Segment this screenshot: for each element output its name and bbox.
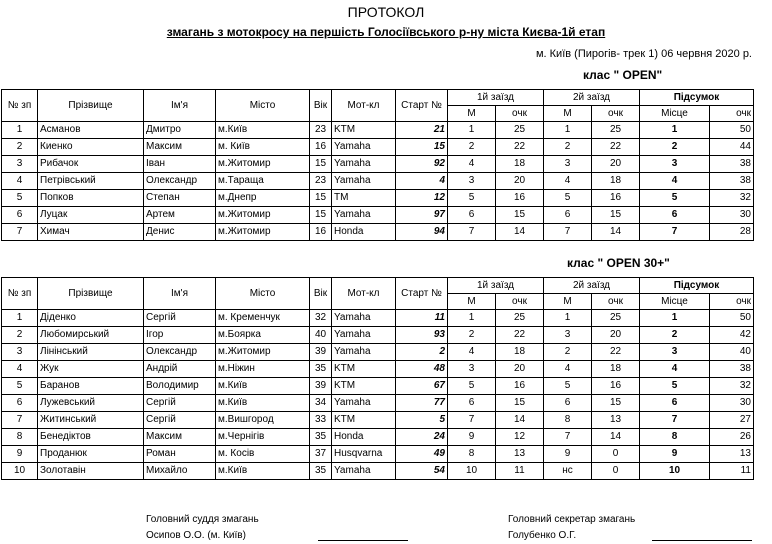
cell-race1-m: 9 [448,429,496,446]
col-header-moto: Мот-кл [332,90,396,122]
col-header-race1: 1й заїзд [448,90,544,106]
cell-total-place: 3 [640,156,710,173]
cell-start: 48 [396,361,448,378]
cell-age: 35 [310,429,332,446]
cell-race1-m: 4 [448,156,496,173]
cell-total-place: 8 [640,429,710,446]
cell-race1-m: 6 [448,207,496,224]
cell-num: 1 [2,310,38,327]
cell-start: 67 [396,378,448,395]
cell-race2-points: 15 [592,395,640,412]
table-row [2,173,754,190]
cell-total-points: 38 [710,361,754,378]
cell-surname: Золотавін [38,463,144,480]
cell-race1-points: 15 [496,207,544,224]
cell-total-points: 44 [710,139,754,156]
cell-num: 3 [2,344,38,361]
cell-num: 5 [2,190,38,207]
table-row [2,122,754,139]
cell-total-points: 40 [710,344,754,361]
col-header-name: Ім'я [144,278,216,310]
cell-name: Іван [144,156,216,173]
cell-age: 23 [310,122,332,139]
cell-race2-m: 7 [544,429,592,446]
secretary-name: Голубенко О.Г. [508,530,577,541]
col-header-total-points: очк [710,294,754,310]
cell-name: Ігор [144,327,216,344]
cell-race2-m: 8 [544,412,592,429]
col-header-num: № зп [2,90,38,122]
cell-num: 4 [2,361,38,378]
header-row [2,90,754,106]
table-row [2,207,754,224]
cell-total-points: 13 [710,446,754,463]
cell-race2-m: нс [544,463,592,480]
col-header-num: № зп [2,278,38,310]
table-row [2,190,754,207]
cell-race2-m: 9 [544,446,592,463]
cell-race2-points: 25 [592,310,640,327]
col-header-race2: 2й заїзд [544,278,640,294]
cell-num: 6 [2,207,38,224]
cell-city: м.Київ [216,378,310,395]
col-header-city: Місто [216,90,310,122]
col-header-total-place: Місце [640,294,710,310]
cell-name: Михайло [144,463,216,480]
cell-surname: Петрівський [38,173,144,190]
cell-race2-m: 6 [544,207,592,224]
cell-race2-m: 1 [544,122,592,139]
cell-name: Денис [144,224,216,241]
cell-moto: Yamaha [332,344,396,361]
col-header-total-points: очк [710,106,754,122]
col-header-age: Вік [310,278,332,310]
cell-name: Сергій [144,412,216,429]
cell-age: 15 [310,190,332,207]
cell-start: 12 [396,190,448,207]
cell-num: 2 [2,139,38,156]
cell-surname: Киенко [38,139,144,156]
results-table-open [1,89,754,241]
col-header-race2-points: очк [592,294,640,310]
secretary-signature-line [652,540,752,541]
cell-age: 15 [310,207,332,224]
cell-race2-m: 1 [544,310,592,327]
cell-age: 16 [310,224,332,241]
cell-race1-points: 20 [496,361,544,378]
cell-moto: KTM [332,361,396,378]
cell-start: 97 [396,207,448,224]
cell-name: Степан [144,190,216,207]
cell-name: Володимир [144,378,216,395]
secretary-label: Головний секретар змагань [508,514,636,525]
col-header-name: Ім'я [144,90,216,122]
cell-race1-points: 15 [496,395,544,412]
cell-total-points: 28 [710,224,754,241]
cell-race1-m: 2 [448,139,496,156]
cell-race2-points: 22 [592,344,640,361]
cell-race1-m: 3 [448,173,496,190]
col-header-race2: 2й заїзд [544,90,640,106]
cell-num: 7 [2,224,38,241]
cell-race1-points: 14 [496,224,544,241]
cell-city: м. Кременчук [216,310,310,327]
table-row [2,463,754,480]
cell-total-points: 38 [710,156,754,173]
class-label-open30: клас " OPEN 30+" [567,256,670,270]
col-header-start: Старт № [396,90,448,122]
cell-city: м.Київ [216,463,310,480]
cell-age: 37 [310,446,332,463]
col-header-race1: 1й заїзд [448,278,544,294]
cell-moto: Yamaha [332,327,396,344]
cell-race1-m: 8 [448,446,496,463]
cell-total-points: 32 [710,190,754,207]
cell-race2-points: 25 [592,122,640,139]
cell-race2-m: 3 [544,327,592,344]
table-row [2,344,754,361]
judge-signature-line [318,540,408,541]
cell-total-place: 2 [640,139,710,156]
header-row [2,278,754,294]
cell-race2-m: 7 [544,224,592,241]
col-header-race1-m: М [448,106,496,122]
cell-surname: Химач [38,224,144,241]
cell-city: м. Косів [216,446,310,463]
cell-total-place: 9 [640,446,710,463]
cell-city: м.Ніжин [216,361,310,378]
cell-start: 21 [396,122,448,139]
cell-num: 8 [2,429,38,446]
cell-race1-points: 14 [496,412,544,429]
col-header-total: Підсумок [640,278,754,294]
cell-moto: Yamaha [332,395,396,412]
col-header-race1-points: очк [496,294,544,310]
cell-city: м.Чернігів [216,429,310,446]
cell-surname: Луцак [38,207,144,224]
cell-race1-m: 7 [448,224,496,241]
cell-race2-m: 2 [544,344,592,361]
cell-total-place: 2 [640,327,710,344]
cell-surname: Бенедіктов [38,429,144,446]
cell-surname: Житинський [38,412,144,429]
cell-num: 1 [2,122,38,139]
cell-race1-m: 6 [448,395,496,412]
cell-race1-points: 25 [496,310,544,327]
cell-name: Максим [144,429,216,446]
cell-city: м.Київ [216,122,310,139]
cell-surname: Рибачок [38,156,144,173]
cell-race2-points: 22 [592,139,640,156]
cell-name: Максим [144,139,216,156]
cell-city: м.Вишгород [216,412,310,429]
col-header-total-place: Місце [640,106,710,122]
cell-num: 10 [2,463,38,480]
cell-age: 23 [310,173,332,190]
table-row [2,327,754,344]
cell-surname: Діденко [38,310,144,327]
table-row [2,378,754,395]
cell-start: 49 [396,446,448,463]
cell-total-place: 3 [640,344,710,361]
cell-total-points: 30 [710,207,754,224]
page-subtitle: змагань з мотокросу на першість Голосіївського р-ну міста Києва-1й етап [166,25,606,39]
cell-age: 39 [310,378,332,395]
cell-race2-points: 16 [592,378,640,395]
cell-surname: Попков [38,190,144,207]
cell-total-points: 50 [710,122,754,139]
cell-race2-points: 18 [592,361,640,378]
cell-race2-m: 6 [544,395,592,412]
cell-moto: KTM [332,378,396,395]
cell-race2-m: 4 [544,361,592,378]
cell-race2-m: 5 [544,378,592,395]
place-date: м. Київ (Пирогів- трек 1) 06 червня 2020 р. [535,48,752,60]
cell-city: м. Київ [216,139,310,156]
cell-name: Дмитро [144,122,216,139]
cell-city: м.Київ [216,395,310,412]
judge-label: Головний суддя змагань [146,514,259,525]
cell-city: м.Тараща [216,173,310,190]
cell-num: 9 [2,446,38,463]
cell-race1-points: 16 [496,190,544,207]
cell-race1-points: 12 [496,429,544,446]
cell-total-points: 26 [710,429,754,446]
cell-city: м.Житомир [216,156,310,173]
cell-total-place: 7 [640,224,710,241]
col-header-race1-points: очк [496,106,544,122]
cell-race1-m: 1 [448,310,496,327]
cell-race1-m: 1 [448,122,496,139]
cell-race2-points: 15 [592,207,640,224]
cell-race2-m: 3 [544,156,592,173]
cell-moto: Yamaha [332,139,396,156]
cell-num: 4 [2,173,38,190]
cell-moto: Yamaha [332,310,396,327]
cell-total-place: 5 [640,190,710,207]
cell-start: 15 [396,139,448,156]
cell-name: Андрій [144,361,216,378]
cell-age: 39 [310,344,332,361]
cell-moto: Honda [332,429,396,446]
cell-race2-points: 18 [592,173,640,190]
cell-surname: Асманов [38,122,144,139]
cell-city: м.Житомир [216,224,310,241]
cell-total-points: 50 [710,310,754,327]
cell-race1-m: 3 [448,361,496,378]
cell-age: 34 [310,395,332,412]
cell-race1-points: 18 [496,156,544,173]
cell-total-place: 6 [640,207,710,224]
cell-race1-points: 11 [496,463,544,480]
table-row [2,361,754,378]
cell-race2-m: 5 [544,190,592,207]
cell-race2-points: 0 [592,463,640,480]
cell-surname: Лужевський [38,395,144,412]
cell-num: 3 [2,156,38,173]
cell-race2-points: 0 [592,446,640,463]
table-row [2,395,754,412]
cell-name: Сергій [144,395,216,412]
cell-start: 4 [396,173,448,190]
cell-race1-m: 2 [448,327,496,344]
judge-name: Осипов О.О. (м. Київ) [146,530,246,541]
cell-moto: Honda [332,224,396,241]
cell-moto: Husqvarna [332,446,396,463]
cell-race1-points: 20 [496,173,544,190]
cell-race1-points: 25 [496,122,544,139]
cell-race1-points: 16 [496,378,544,395]
cell-start: 77 [396,395,448,412]
cell-total-place: 1 [640,122,710,139]
table-row [2,429,754,446]
cell-city: м.Житомир [216,207,310,224]
cell-age: 33 [310,412,332,429]
cell-total-place: 4 [640,173,710,190]
cell-race1-m: 5 [448,190,496,207]
cell-num: 2 [2,327,38,344]
table-row [2,446,754,463]
cell-moto: Yamaha [332,156,396,173]
cell-start: 93 [396,327,448,344]
cell-race2-points: 20 [592,156,640,173]
cell-moto: Yamaha [332,207,396,224]
col-header-total: Підсумок [640,90,754,106]
col-header-age: Вік [310,90,332,122]
cell-total-points: 11 [710,463,754,480]
cell-start: 5 [396,412,448,429]
cell-race2-m: 2 [544,139,592,156]
cell-total-points: 27 [710,412,754,429]
col-header-race2-points: очк [592,106,640,122]
cell-surname: Любомирський [38,327,144,344]
cell-moto: Yamaha [332,173,396,190]
cell-moto: KTM [332,412,396,429]
cell-start: 92 [396,156,448,173]
cell-age: 35 [310,463,332,480]
col-header-race1-m: М [448,294,496,310]
cell-total-points: 32 [710,378,754,395]
cell-race2-points: 14 [592,429,640,446]
col-header-race2-m: М [544,106,592,122]
results-table-open30 [1,277,754,480]
col-header-city: Місто [216,278,310,310]
cell-name: Олександр [144,173,216,190]
cell-race2-points: 16 [592,190,640,207]
cell-total-place: 4 [640,361,710,378]
cell-race1-points: 13 [496,446,544,463]
cell-total-points: 42 [710,327,754,344]
cell-total-place: 1 [640,310,710,327]
page-title: ПРОТОКОЛ [347,4,425,20]
cell-race1-points: 18 [496,344,544,361]
cell-surname: Баранов [38,378,144,395]
cell-surname: Лінінський [38,344,144,361]
cell-city: м.Житомир [216,344,310,361]
cell-race2-m: 4 [544,173,592,190]
cell-race1-points: 22 [496,139,544,156]
cell-total-points: 30 [710,395,754,412]
cell-total-place: 10 [640,463,710,480]
cell-start: 94 [396,224,448,241]
cell-city: м.Боярка [216,327,310,344]
cell-race1-points: 22 [496,327,544,344]
cell-start: 54 [396,463,448,480]
cell-surname: Жук [38,361,144,378]
cell-start: 24 [396,429,448,446]
class-label-open: клас " OPEN" [583,68,663,82]
cell-race1-m: 5 [448,378,496,395]
cell-num: 7 [2,412,38,429]
cell-race1-m: 10 [448,463,496,480]
col-header-start: Старт № [396,278,448,310]
table-row [2,412,754,429]
cell-moto: TM [332,190,396,207]
cell-start: 11 [396,310,448,327]
cell-name: Роман [144,446,216,463]
table-row [2,310,754,327]
cell-age: 15 [310,156,332,173]
cell-age: 40 [310,327,332,344]
cell-race2-points: 20 [592,327,640,344]
cell-surname: Проданюк [38,446,144,463]
cell-total-points: 38 [710,173,754,190]
table-row [2,139,754,156]
cell-name: Олександр [144,344,216,361]
cell-start: 2 [396,344,448,361]
cell-race1-m: 4 [448,344,496,361]
cell-total-place: 5 [640,378,710,395]
cell-city: м.Днепр [216,190,310,207]
cell-num: 6 [2,395,38,412]
cell-age: 32 [310,310,332,327]
cell-total-place: 6 [640,395,710,412]
cell-age: 35 [310,361,332,378]
cell-race1-m: 7 [448,412,496,429]
col-header-moto: Мот-кл [332,278,396,310]
cell-total-place: 7 [640,412,710,429]
cell-race2-points: 14 [592,224,640,241]
cell-name: Артем [144,207,216,224]
cell-num: 5 [2,378,38,395]
table-row [2,224,754,241]
cell-moto: Yamaha [332,463,396,480]
table-row [2,156,754,173]
col-header-race2-m: М [544,294,592,310]
cell-name: Сергій [144,310,216,327]
cell-age: 16 [310,139,332,156]
cell-race2-points: 13 [592,412,640,429]
col-header-surname: Прізвище [38,278,144,310]
col-header-surname: Прізвище [38,90,144,122]
cell-moto: KTM [332,122,396,139]
